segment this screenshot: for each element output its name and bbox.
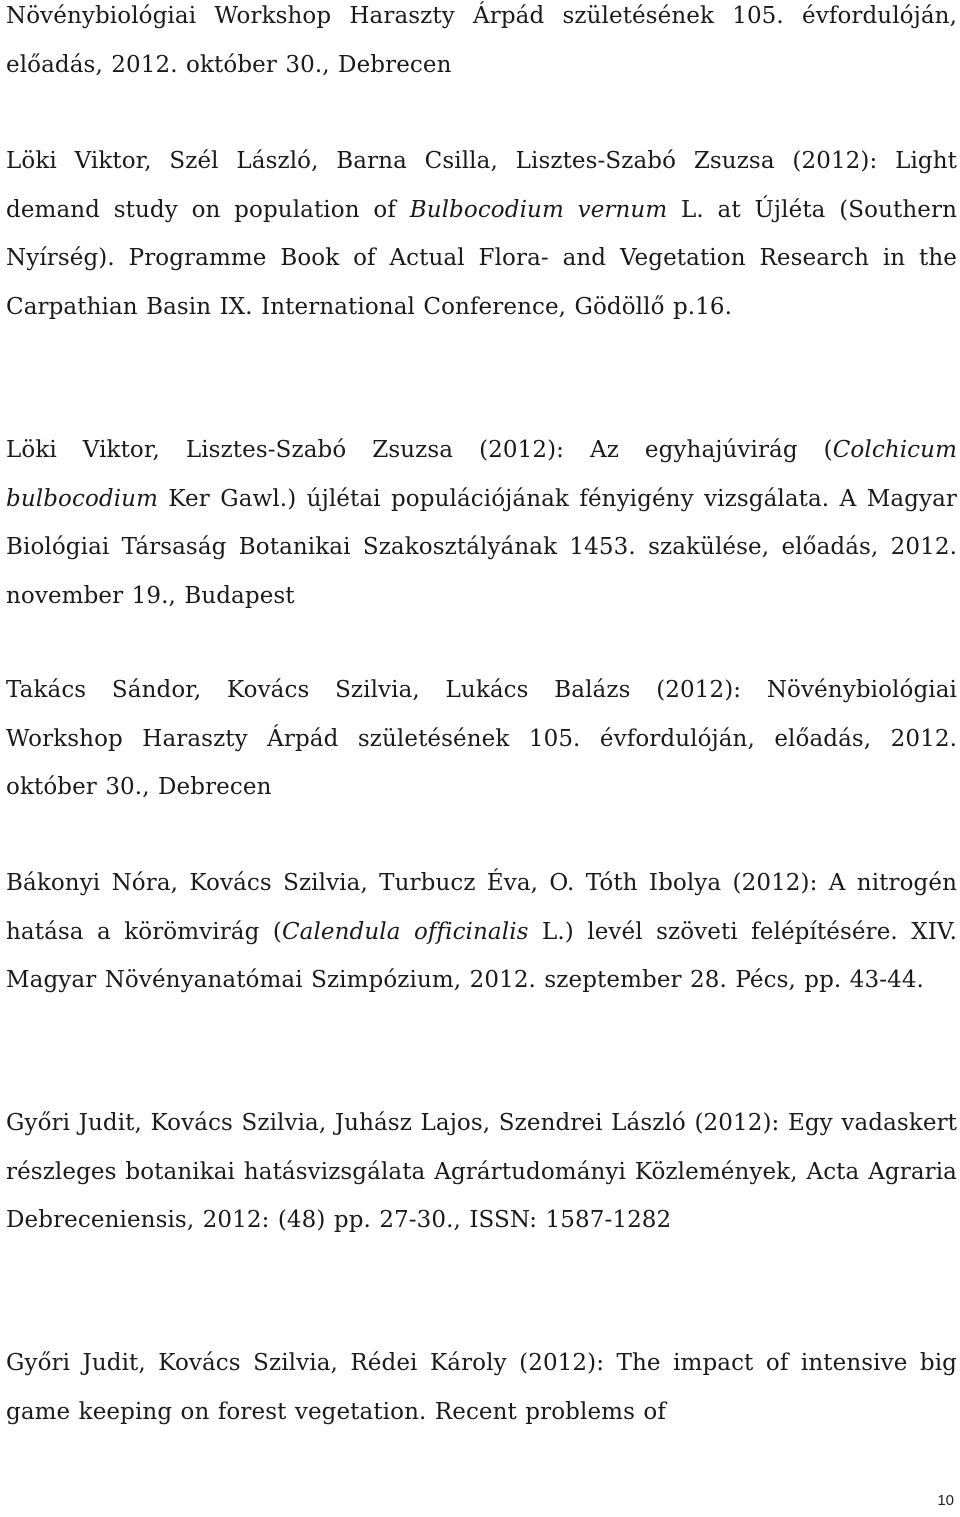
reference-entry bbox=[6, 1099, 957, 1245]
species-name-italic: Bulbocodium vernum bbox=[409, 196, 668, 223]
reference-text: Győri Judit, Kovács Szilvia, Juhász Lajos, Szendrei László (2012): Egy vadaskert részleges botanikai hatásvizsgálata Agrártudományi Közlemények, Acta Agraria Debreceniensis, 2012: (48) pp. 27-30., ISSN: 1587-1282 bbox=[6, 1110, 957, 1233]
reference-text: Löki Viktor, Szél László, Barna Csilla, Lisztes-Szabó Zsuzsa (2012): Light demand study on population of bbox=[6, 148, 957, 223]
reference-text: Takács Sándor, Kovács Szilvia, Lukács Balázs (2012): Növénybiológiai Workshop Haraszty Árpád születésének 105. évfordulóján, előadás, 2012. október 30., Debrecen bbox=[6, 677, 957, 800]
reference-entry bbox=[6, 0, 957, 89]
reference-entry bbox=[6, 426, 957, 620]
reference-entry bbox=[6, 1339, 957, 1436]
species-name-italic: Colchicum bulbocodium bbox=[6, 437, 957, 512]
reference-text: L.) levél szöveti felépítésére. XIV. Magyar Növényanatómai Szimpózium, 2012. szeptember 28. Pécs, pp. 43-44. bbox=[6, 918, 957, 993]
reference-entry bbox=[6, 137, 957, 331]
reference-entry bbox=[6, 666, 957, 812]
reference-text: Bákonyi Nóra, Kovács Szilvia, Turbucz Éva, O. Tóth Ibolya (2012): A nitrogén hatása a körömvirág ( bbox=[6, 870, 957, 945]
page-number: 10 bbox=[937, 1492, 954, 1509]
reference-entry bbox=[6, 859, 957, 1005]
species-name-italic: Calendula officinalis bbox=[281, 918, 529, 945]
reference-text: L. at Újléta (Southern Nyírség). Programme Book of Actual Flora- and Vegetation Research in the Carpathian Basin IX. International Conference, Gödöllő p.16. bbox=[6, 196, 957, 320]
reference-text: Löki Viktor, Lisztes-Szabó Zsuzsa (2012): Az egyhajúvirág ( bbox=[6, 437, 833, 463]
reference-text: Ker Gawl.) újlétai populációjának fényigény vizsgálata. A Magyar Biológiai Társaság Botanikai Szakosztályának 1453. szakülése, előadás, 2012. november 19., Budapest bbox=[6, 485, 957, 609]
reference-text: Győri Judit, Kovács Szilvia, Rédei Károly (2012): The impact of intensive big game keeping on forest vegetation. Recent problems of bbox=[6, 1350, 957, 1425]
reference-text: Növénybiológiai Workshop Haraszty Árpád születésének 105. évfordulóján, előadás, 2012. október 30., Debrecen bbox=[6, 3, 957, 78]
